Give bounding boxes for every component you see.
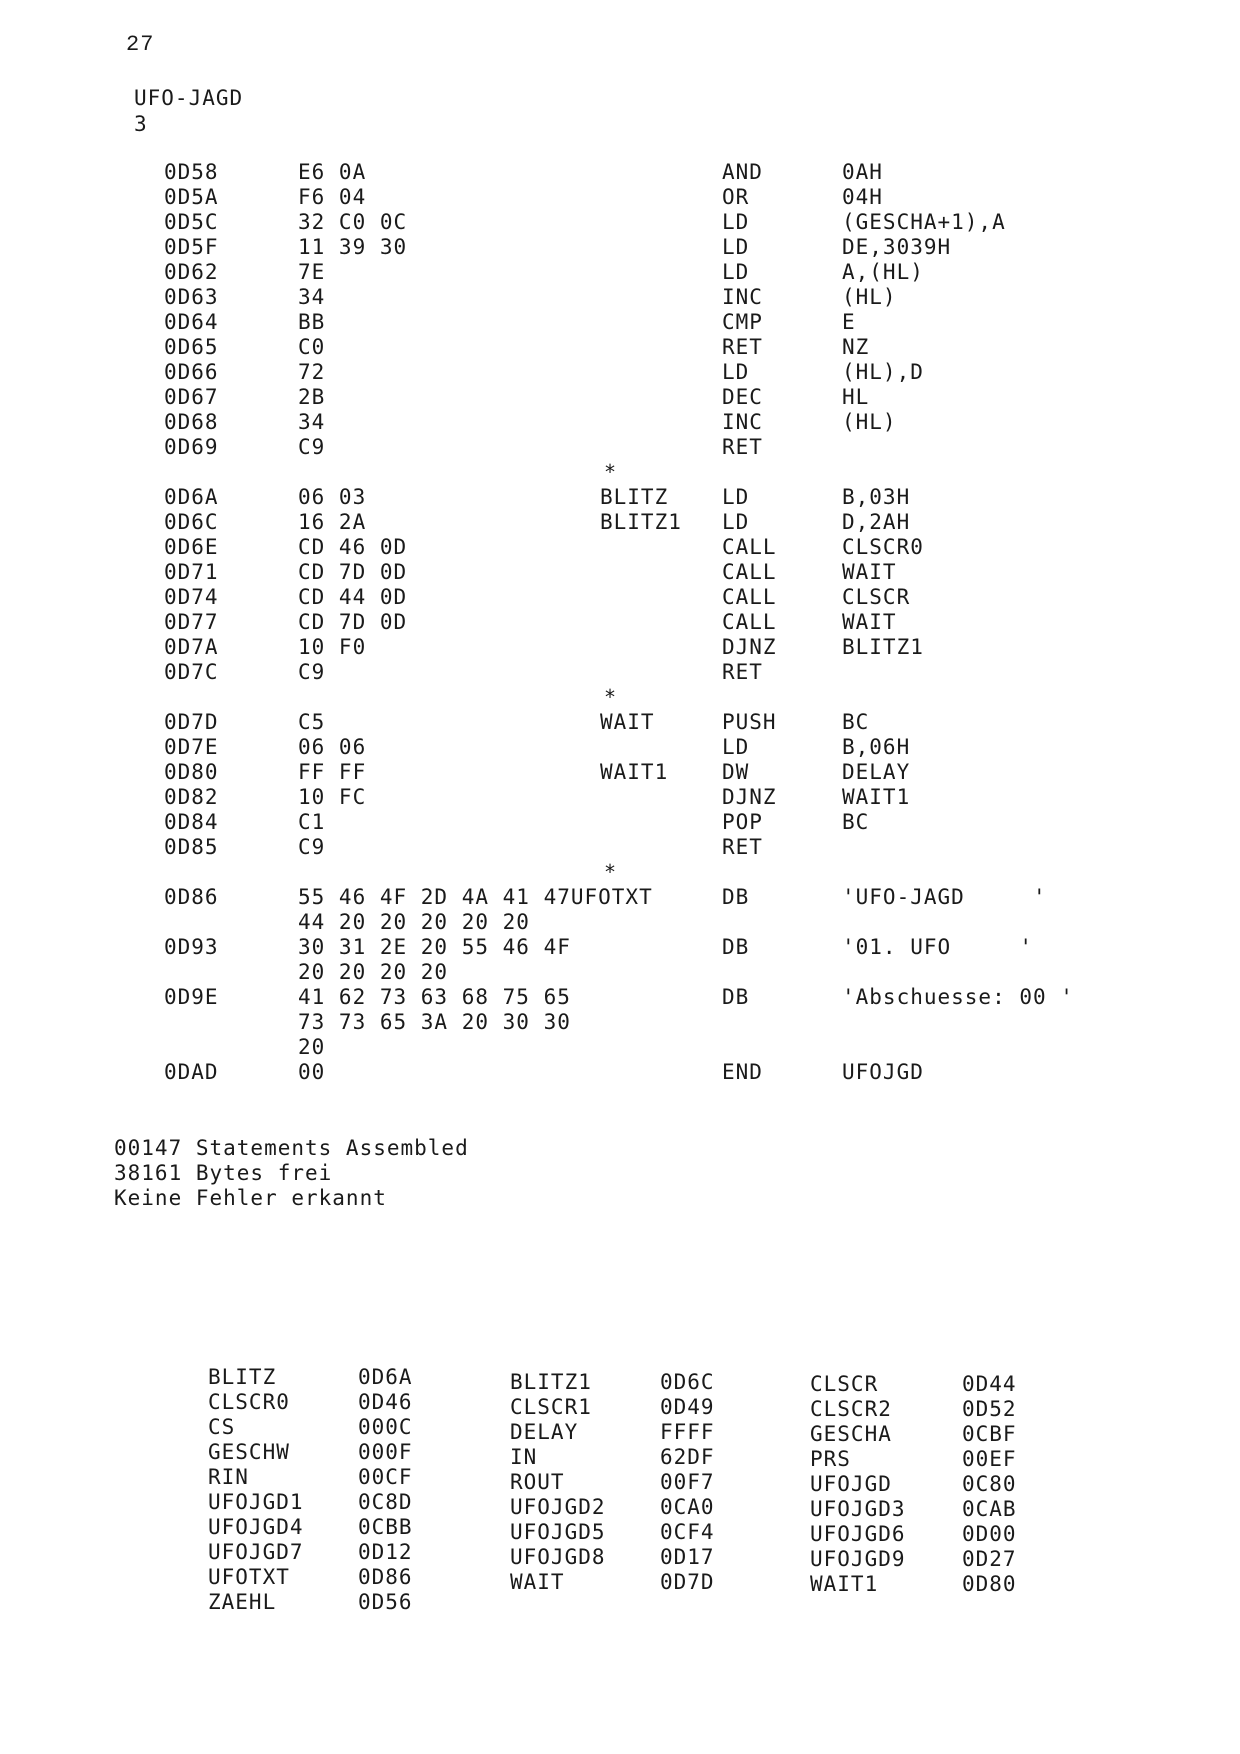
listing-arg: CLSCR	[842, 585, 911, 609]
listing-code: 41 62 73 63 68 75 65	[298, 985, 571, 1009]
symbol-name: IN	[510, 1445, 538, 1469]
listing-addr: 0D7E	[164, 735, 219, 759]
symbol-address: 00CF	[358, 1465, 413, 1489]
symbol-name: ZAEHL	[208, 1590, 277, 1614]
listing-op: RET	[722, 835, 763, 859]
listing-op: INC	[722, 410, 763, 434]
symbol-name: UFOTXT	[208, 1565, 290, 1589]
listing-arg: '01. UFO '	[842, 935, 1034, 959]
listing-arg: (HL),D	[842, 360, 924, 384]
summary-line: 38161 Bytes frei	[114, 1161, 333, 1185]
listing-arg: 04H	[842, 185, 883, 209]
listing-op: CALL	[722, 535, 777, 559]
symbol-name: UFOJGD8	[510, 1545, 606, 1569]
listing-addr: 0D74	[164, 585, 219, 609]
symbol-address: 00EF	[962, 1447, 1017, 1471]
symbol-address: 000C	[358, 1415, 413, 1439]
listing-op: POP	[722, 810, 763, 834]
listing-op: INC	[722, 285, 763, 309]
symbol-name: GESCHA	[810, 1422, 892, 1446]
symbol-name: UFOJGD7	[208, 1540, 304, 1564]
listing-code: 20	[298, 1035, 326, 1059]
listing-addr: 0D93	[164, 935, 219, 959]
listing-addr: 0D7D	[164, 710, 219, 734]
listing-op: PUSH	[722, 710, 777, 734]
symbol-address: 0CA0	[660, 1495, 715, 1519]
listing-op: DW	[722, 760, 750, 784]
listing-addr: 0D84	[164, 810, 219, 834]
listing-code: CD 46 0D	[298, 535, 408, 559]
listing-addr: 0D62	[164, 260, 219, 284]
listing-arg: DELAY	[842, 760, 911, 784]
listing-code: 44 20 20 20 20 20	[298, 910, 530, 934]
symbol-address: 0D12	[358, 1540, 413, 1564]
listing-title: UFO-JAGD	[134, 86, 244, 110]
listing-arg: WAIT1	[842, 785, 911, 809]
listing-addr: 0D5C	[164, 210, 219, 234]
symbol-name: UFOJGD3	[810, 1497, 906, 1521]
symbol-name: UFOJGD9	[810, 1547, 906, 1571]
symbol-name: UFOJGD2	[510, 1495, 606, 1519]
listing-addr: 0D80	[164, 760, 219, 784]
listing-addr: 0D68	[164, 410, 219, 434]
symbol-name: UFOJGD5	[510, 1520, 606, 1544]
listing-code: 73 73 65 3A 20 30 30	[298, 1010, 571, 1034]
listing-addr: 0D77	[164, 610, 219, 634]
symbol-name: UFOJGD1	[208, 1490, 304, 1514]
listing-arg: (HL)	[842, 410, 897, 434]
listing-code: CD 44 0D	[298, 585, 408, 609]
listing-code: BB	[298, 310, 326, 334]
listing-op: OR	[722, 185, 750, 209]
symbol-name: GESCHW	[208, 1440, 290, 1464]
listing-code: C9	[298, 660, 326, 684]
listing-arg: (HL)	[842, 285, 897, 309]
listing-code: CD 7D 0D	[298, 560, 408, 584]
listing-addr: 0D7A	[164, 635, 219, 659]
listing-addr: 0D71	[164, 560, 219, 584]
symbol-address: 00F7	[660, 1470, 715, 1494]
listing-code: 32 C0 0C	[298, 210, 408, 234]
listing-subtitle: 3	[134, 112, 148, 136]
listing-arg: BLITZ1	[842, 635, 924, 659]
symbol-name: CLSCR	[810, 1372, 879, 1396]
listing-addr: 0D86	[164, 885, 219, 909]
listing-arg: 'Abschuesse: 00 '	[842, 985, 1074, 1009]
listing-arg: 0AH	[842, 160, 883, 184]
summary-line: Keine Fehler erkannt	[114, 1186, 387, 1210]
listing-code: 2B	[298, 385, 326, 409]
symbol-address: 0CBF	[962, 1422, 1017, 1446]
symbol-address: 0D27	[962, 1547, 1017, 1571]
symbol-address: 0D56	[358, 1590, 413, 1614]
listing-addr: 0D64	[164, 310, 219, 334]
listing-arg: BC	[842, 710, 870, 734]
listing-addr: 0D5A	[164, 185, 219, 209]
listing-op: AND	[722, 160, 763, 184]
listing-addr: 0D82	[164, 785, 219, 809]
listing-arg: DE,3039H	[842, 235, 952, 259]
listing-code: 30 31 2E 20 55 46 4F	[298, 935, 571, 959]
listing-code: C9	[298, 435, 326, 459]
listing-op: DB	[722, 985, 750, 1009]
listing-op: DEC	[722, 385, 763, 409]
listing-op: LD	[722, 235, 750, 259]
listing-label: *	[604, 685, 617, 709]
listing-addr: 0D66	[164, 360, 219, 384]
symbol-name: WAIT1	[810, 1572, 879, 1596]
listing-code: CD 7D 0D	[298, 610, 408, 634]
listing-op: DB	[722, 885, 750, 909]
listing-code: 11 39 30	[298, 235, 408, 259]
listing-op: CALL	[722, 560, 777, 584]
listing-label: BLITZ1	[600, 510, 682, 534]
symbol-name: ROUT	[510, 1470, 565, 1494]
listing-arg: UFOJGD	[842, 1060, 924, 1084]
listing-code: 55 46 4F 2D 4A 41 47UFOTXT	[298, 885, 653, 909]
listing-op: LD	[722, 210, 750, 234]
listing-code: 72	[298, 360, 326, 384]
listing-op: DJNZ	[722, 785, 777, 809]
listing-arg: (GESCHA+1),A	[842, 210, 1006, 234]
listing-addr: 0D67	[164, 385, 219, 409]
symbol-address: 0CBB	[358, 1515, 413, 1539]
listing-label: *	[604, 860, 617, 884]
listing-code: E6 0A	[298, 160, 367, 184]
listing-code: F6 04	[298, 185, 367, 209]
listing-op: RET	[722, 660, 763, 684]
symbol-name: CLSCR1	[510, 1395, 592, 1419]
listing-addr: 0D6A	[164, 485, 219, 509]
listing-code: C5	[298, 710, 326, 734]
listing-op: CMP	[722, 310, 763, 334]
listing-code: 06 06	[298, 735, 367, 759]
symbol-address: 0D17	[660, 1545, 715, 1569]
listing-addr: 0D69	[164, 435, 219, 459]
listing-arg: NZ	[842, 335, 870, 359]
symbol-name: CS	[208, 1415, 236, 1439]
listing-addr: 0D9E	[164, 985, 219, 1009]
listing-addr: 0D63	[164, 285, 219, 309]
listing-op: LD	[722, 260, 750, 284]
listing-addr: 0D85	[164, 835, 219, 859]
symbol-name: UFOJGD6	[810, 1522, 906, 1546]
listing-code: FF FF	[298, 760, 367, 784]
listing-op: CALL	[722, 585, 777, 609]
listing-op: LD	[722, 360, 750, 384]
symbol-address: 62DF	[660, 1445, 715, 1469]
listing-arg: WAIT	[842, 560, 897, 584]
symbol-address: 0D80	[962, 1572, 1017, 1596]
listing-arg: D,2AH	[842, 510, 911, 534]
listing-addr: 0D6C	[164, 510, 219, 534]
listing-op: LD	[722, 485, 750, 509]
symbol-address: 0D86	[358, 1565, 413, 1589]
listing-addr: 0D5F	[164, 235, 219, 259]
symbol-address: 0D6C	[660, 1370, 715, 1394]
listing-arg: B,06H	[842, 735, 911, 759]
listing-op: RET	[722, 435, 763, 459]
listing-arg: BC	[842, 810, 870, 834]
symbol-address: 0D00	[962, 1522, 1017, 1546]
listing-code: 7E	[298, 260, 326, 284]
listing-code: 06 03	[298, 485, 367, 509]
listing-arg: B,03H	[842, 485, 911, 509]
listing-label: WAIT1	[600, 760, 669, 784]
symbol-address: 0C8D	[358, 1490, 413, 1514]
page-number: 27	[126, 32, 155, 57]
symbol-address: 0D49	[660, 1395, 715, 1419]
listing-arg: WAIT	[842, 610, 897, 634]
symbol-name: CLSCR0	[208, 1390, 290, 1414]
listing-label: *	[604, 460, 617, 484]
listing-op: DJNZ	[722, 635, 777, 659]
listing-op: RET	[722, 335, 763, 359]
symbol-address: 000F	[358, 1440, 413, 1464]
symbol-name: UFOJGD4	[208, 1515, 304, 1539]
listing-code: C0	[298, 335, 326, 359]
listing-arg: A,(HL)	[842, 260, 924, 284]
listing-arg: E	[842, 310, 856, 334]
listing-arg: 'UFO-JAGD '	[842, 885, 1047, 909]
listing-addr: 0D6E	[164, 535, 219, 559]
symbol-name: RIN	[208, 1465, 249, 1489]
symbol-name: UFOJGD	[810, 1472, 892, 1496]
listing-addr: 0D65	[164, 335, 219, 359]
listing-arg: CLSCR0	[842, 535, 924, 559]
listing-op: END	[722, 1060, 763, 1084]
listing-addr: 0D58	[164, 160, 219, 184]
listing-addr: 0D7C	[164, 660, 219, 684]
listing-code: C9	[298, 835, 326, 859]
symbol-address: 0CF4	[660, 1520, 715, 1544]
listing-code: 00	[298, 1060, 326, 1084]
symbol-address: 0C80	[962, 1472, 1017, 1496]
symbol-name: PRS	[810, 1447, 851, 1471]
symbol-address: 0D44	[962, 1372, 1017, 1396]
summary-line: 00147 Statements Assembled	[114, 1136, 469, 1160]
listing-addr: 0DAD	[164, 1060, 219, 1084]
symbol-address: 0D6A	[358, 1365, 413, 1389]
symbol-name: BLITZ1	[510, 1370, 592, 1394]
listing-code: 20 20 20 20	[298, 960, 449, 984]
listing-label: BLITZ	[600, 485, 669, 509]
listing-op: CALL	[722, 610, 777, 634]
listing-arg: HL	[842, 385, 870, 409]
symbol-name: BLITZ	[208, 1365, 277, 1389]
listing-op: LD	[722, 735, 750, 759]
listing-code: C1	[298, 810, 326, 834]
symbol-address: 0D52	[962, 1397, 1017, 1421]
symbol-address: 0D46	[358, 1390, 413, 1414]
listing-code: 34	[298, 285, 326, 309]
symbol-address: 0D7D	[660, 1570, 715, 1594]
listing-code: 10 FC	[298, 785, 367, 809]
listing-code: 34	[298, 410, 326, 434]
listing-code: 10 F0	[298, 635, 367, 659]
listing-label: WAIT	[600, 710, 655, 734]
listing-code: 16 2A	[298, 510, 367, 534]
symbol-address: FFFF	[660, 1420, 715, 1444]
listing-op: LD	[722, 510, 750, 534]
symbol-address: 0CAB	[962, 1497, 1017, 1521]
listing-op: DB	[722, 935, 750, 959]
symbol-name: DELAY	[510, 1420, 579, 1444]
symbol-name: WAIT	[510, 1570, 565, 1594]
symbol-name: CLSCR2	[810, 1397, 892, 1421]
